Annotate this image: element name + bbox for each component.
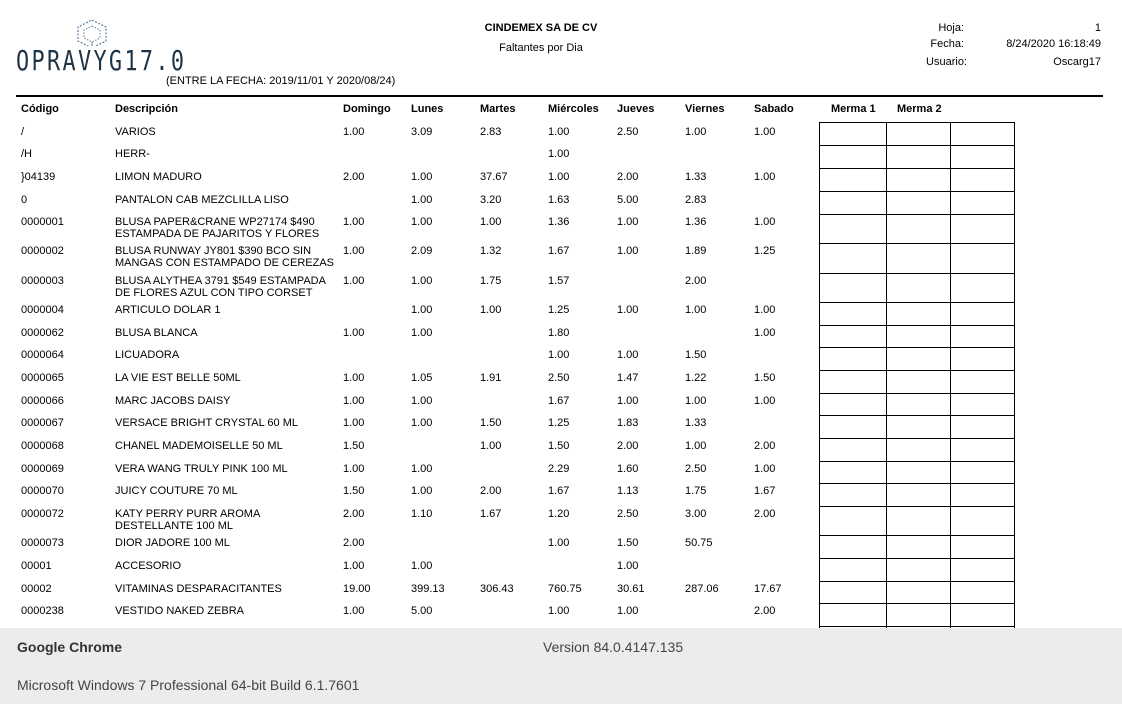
row-value: 1.00 bbox=[411, 485, 433, 497]
merma-box-row bbox=[819, 191, 1015, 215]
row-value: 1.00 bbox=[480, 304, 502, 316]
hoja-value: 1 bbox=[1094, 22, 1101, 34]
row-value: 2.00 bbox=[754, 508, 776, 520]
row-value: 2.00 bbox=[685, 275, 707, 287]
row-value: 1.22 bbox=[685, 372, 707, 384]
row-code: 0000062 bbox=[21, 327, 64, 339]
merma-box-row bbox=[819, 535, 1015, 559]
row-code: 00002 bbox=[21, 583, 52, 595]
row-value: 1.00 bbox=[685, 126, 707, 138]
row-code: 0000003 bbox=[21, 275, 64, 287]
row-value: 1.67 bbox=[548, 485, 570, 497]
row-value: 1.00 bbox=[480, 216, 502, 228]
row-value: 1.10 bbox=[411, 508, 433, 520]
row-value: 1.00 bbox=[411, 560, 433, 572]
col-merma-1: Merma 1 bbox=[831, 103, 876, 115]
row-value: 2.00 bbox=[343, 171, 365, 183]
row-value: 1.00 bbox=[343, 463, 365, 475]
row-value: 1.57 bbox=[548, 275, 570, 287]
row-value: 2.83 bbox=[685, 194, 707, 206]
row-value: 1.67 bbox=[754, 485, 776, 497]
row-value: 1.00 bbox=[617, 304, 639, 316]
row-description: BLUSA ALYTHEA 3791 $549 ESTAMPADA DE FLORES AZUL CON TIPO CORSET bbox=[115, 275, 326, 299]
merma-box-row bbox=[819, 145, 1015, 169]
row-value: 1.00 bbox=[617, 349, 639, 361]
row-value: 1.00 bbox=[411, 171, 433, 183]
col-martes: Martes bbox=[480, 103, 516, 115]
row-value: 1.00 bbox=[411, 463, 433, 475]
row-value: 1.00 bbox=[617, 560, 639, 572]
footer-os-info: Microsoft Windows 7 Professional 64-bit Build 6.1.7601 bbox=[17, 677, 360, 693]
row-description: CHANEL MADEMOISELLE 50 ML bbox=[115, 440, 283, 452]
row-value: 1.00 bbox=[617, 216, 639, 228]
row-code: 0000001 bbox=[21, 216, 64, 228]
row-value: 1.60 bbox=[617, 463, 639, 475]
row-value: 19.00 bbox=[343, 583, 371, 595]
row-description: VARIOS bbox=[115, 126, 156, 138]
merma-box-row bbox=[819, 347, 1015, 371]
row-value: 2.00 bbox=[480, 485, 502, 497]
col-miercoles: Miércoles bbox=[548, 103, 599, 115]
row-description: HERR- bbox=[115, 148, 150, 160]
merma-box-row bbox=[819, 438, 1015, 462]
row-value: 1.00 bbox=[685, 440, 707, 452]
row-code: }04139 bbox=[21, 171, 56, 183]
merma-box-row bbox=[819, 393, 1015, 416]
row-description: LA VIE EST BELLE 50ML bbox=[115, 372, 241, 384]
merma-box-row bbox=[819, 122, 1015, 146]
row-value: 1.50 bbox=[343, 440, 365, 452]
row-value: 1.50 bbox=[480, 417, 502, 429]
col-domingo: Domingo bbox=[343, 103, 391, 115]
merma-box-row bbox=[819, 214, 1015, 244]
row-value: 1.00 bbox=[343, 327, 365, 339]
row-description: VESTIDO NAKED ZEBRA bbox=[115, 605, 244, 617]
row-code: 0000002 bbox=[21, 245, 64, 257]
row-value: 1.50 bbox=[343, 485, 365, 497]
row-value: 50.75 bbox=[685, 537, 713, 549]
row-value: 1.00 bbox=[411, 327, 433, 339]
row-description: JUICY COUTURE 70 ML bbox=[115, 485, 238, 497]
merma-box-row bbox=[819, 461, 1015, 484]
row-description: ARTICULO DOLAR 1 bbox=[115, 304, 221, 316]
hexagon-logo-icon bbox=[72, 18, 112, 46]
row-value: 1.50 bbox=[685, 349, 707, 361]
row-value: 1.00 bbox=[411, 304, 433, 316]
row-value: 1.00 bbox=[548, 605, 570, 617]
row-value: 3.20 bbox=[480, 194, 502, 206]
row-value: 1.00 bbox=[617, 245, 639, 257]
merma-box-row bbox=[819, 243, 1015, 274]
row-value: 1.13 bbox=[617, 485, 639, 497]
row-value: 1.00 bbox=[343, 245, 365, 257]
fecha-label: Fecha: bbox=[930, 38, 964, 50]
row-value: 3.00 bbox=[685, 508, 707, 520]
row-value: 1.00 bbox=[754, 126, 776, 138]
row-code: 0000238 bbox=[21, 605, 64, 617]
row-description: ACCESORIO bbox=[115, 560, 182, 572]
row-value: 1.36 bbox=[685, 216, 707, 228]
report-title: Faltantes por Dia bbox=[499, 42, 583, 54]
row-value: 1.00 bbox=[343, 605, 365, 617]
row-value: 1.00 bbox=[411, 216, 433, 228]
row-value: 17.67 bbox=[754, 583, 782, 595]
row-code: 00001 bbox=[21, 560, 52, 572]
row-value: 1.00 bbox=[411, 417, 433, 429]
row-value: 2.00 bbox=[617, 440, 639, 452]
row-value: 2.00 bbox=[343, 537, 365, 549]
row-value: 30.61 bbox=[617, 583, 645, 595]
row-value: 1.50 bbox=[754, 372, 776, 384]
merma-box-row bbox=[819, 273, 1015, 303]
row-value: 1.33 bbox=[685, 417, 707, 429]
row-code: 0000068 bbox=[21, 440, 64, 452]
col-lunes: Lunes bbox=[411, 103, 444, 115]
row-description: LICUADORA bbox=[115, 349, 180, 361]
row-value: 2.50 bbox=[548, 372, 570, 384]
header-rule bbox=[16, 95, 1103, 97]
row-code: 0000073 bbox=[21, 537, 64, 549]
usuario-label: Usuario: bbox=[926, 56, 967, 68]
row-description: BLUSA RUNWAY JY801 $390 BCO SIN MANGAS CON ESTAMPADO DE CEREZAS bbox=[115, 245, 335, 269]
merma-box-row bbox=[819, 302, 1015, 326]
row-value: 1.00 bbox=[343, 372, 365, 384]
row-value: 1.32 bbox=[480, 245, 502, 257]
row-value: 1.00 bbox=[343, 126, 365, 138]
row-code: 0000070 bbox=[21, 485, 64, 497]
company-logo bbox=[16, 18, 187, 80]
row-value: 2.00 bbox=[617, 171, 639, 183]
merma-box-row bbox=[819, 558, 1015, 582]
row-description: BLUSA PAPER&CRANE WP27174 $490 ESTAMPADA DE PAJARITOS Y FLORES bbox=[115, 216, 320, 240]
row-value: 1.00 bbox=[343, 275, 365, 287]
row-value: 1.75 bbox=[685, 485, 707, 497]
row-value: 1.00 bbox=[754, 395, 776, 407]
row-value: 1.00 bbox=[548, 148, 570, 160]
row-value: 2.00 bbox=[754, 605, 776, 617]
merma-box-row bbox=[819, 415, 1015, 439]
row-value: 1.00 bbox=[411, 194, 433, 206]
row-value: 1.75 bbox=[480, 275, 502, 287]
row-value: 1.00 bbox=[343, 417, 365, 429]
row-value: 2.50 bbox=[617, 126, 639, 138]
row-value: 5.00 bbox=[411, 605, 433, 617]
row-value: 1.80 bbox=[548, 327, 570, 339]
merma-box-row bbox=[819, 581, 1015, 604]
merma-box-row bbox=[819, 370, 1015, 394]
row-value: 1.25 bbox=[754, 245, 776, 257]
footer-browser-version: Version 84.0.4147.135 bbox=[543, 639, 684, 655]
row-value: 1.00 bbox=[548, 537, 570, 549]
row-value: 1.00 bbox=[754, 304, 776, 316]
row-value: 1.00 bbox=[480, 440, 502, 452]
col-jueves: Jueves bbox=[617, 103, 655, 115]
row-value: 1.47 bbox=[617, 372, 639, 384]
row-description: LIMON MADURO bbox=[115, 171, 202, 183]
row-value: 1.50 bbox=[617, 537, 639, 549]
row-code: 0000067 bbox=[21, 417, 64, 429]
row-value: 2.50 bbox=[617, 508, 639, 520]
row-value: 1.00 bbox=[754, 327, 776, 339]
col-merma-2: Merma 2 bbox=[897, 103, 942, 115]
col-codigo: Código bbox=[21, 103, 59, 115]
row-value: 2.00 bbox=[754, 440, 776, 452]
row-value: 1.00 bbox=[343, 216, 365, 228]
row-value: 760.75 bbox=[548, 583, 582, 595]
row-value: 1.67 bbox=[548, 245, 570, 257]
row-code: /H bbox=[21, 148, 32, 160]
row-value: 1.00 bbox=[617, 605, 639, 617]
hoja-label: Hoja: bbox=[938, 22, 964, 34]
col-descripcion: Descripción bbox=[115, 103, 178, 115]
col-sabado: Sabado bbox=[754, 103, 794, 115]
footer-browser-name: Google Chrome bbox=[17, 639, 123, 655]
row-value: 1.00 bbox=[548, 171, 570, 183]
row-value: 1.00 bbox=[754, 171, 776, 183]
row-code: / bbox=[21, 126, 25, 138]
col-viernes: Viernes bbox=[685, 103, 725, 115]
row-value: 1.83 bbox=[617, 417, 639, 429]
row-value: 1.67 bbox=[548, 395, 570, 407]
row-value: 2.50 bbox=[685, 463, 707, 475]
row-value: 1.89 bbox=[685, 245, 707, 257]
row-description: KATY PERRY PURR AROMA DESTELLANTE 100 ML bbox=[115, 508, 260, 532]
row-code: 0000066 bbox=[21, 395, 64, 407]
merma-box-row bbox=[819, 325, 1015, 348]
merma-box-row bbox=[819, 483, 1015, 507]
row-value: 1.20 bbox=[548, 508, 570, 520]
merma-grid bbox=[819, 122, 1015, 628]
row-value: 1.00 bbox=[411, 275, 433, 287]
row-value: 1.00 bbox=[754, 463, 776, 475]
row-value: 1.05 bbox=[411, 372, 433, 384]
row-code: 0000072 bbox=[21, 508, 64, 520]
row-value: 1.00 bbox=[754, 216, 776, 228]
logo-text: OPRAVYG17.0 bbox=[16, 44, 187, 77]
row-description: VITAMINAS DESPARACITANTES bbox=[115, 583, 282, 595]
row-value: 1.25 bbox=[548, 304, 570, 316]
row-value: 287.06 bbox=[685, 583, 719, 595]
row-value: 1.91 bbox=[480, 372, 502, 384]
merma-box-row bbox=[819, 168, 1015, 192]
row-value: 1.00 bbox=[548, 349, 570, 361]
row-description: BLUSA BLANCA bbox=[115, 327, 198, 339]
row-value: 1.00 bbox=[617, 395, 639, 407]
row-value: 1.36 bbox=[548, 216, 570, 228]
row-value: 2.29 bbox=[548, 463, 570, 475]
row-value: 1.00 bbox=[685, 304, 707, 316]
row-description: DIOR JADORE 100 ML bbox=[115, 537, 230, 549]
row-code: 0000064 bbox=[21, 349, 64, 361]
row-value: 2.09 bbox=[411, 245, 433, 257]
row-value: 37.67 bbox=[480, 171, 508, 183]
row-code: 0000065 bbox=[21, 372, 64, 384]
row-value: 2.00 bbox=[343, 508, 365, 520]
row-value: 5.00 bbox=[617, 194, 639, 206]
row-description: MARC JACOBS DAISY bbox=[115, 395, 231, 407]
row-description: VERA WANG TRULY PINK 100 ML bbox=[115, 463, 288, 475]
row-value: 1.00 bbox=[343, 560, 365, 572]
row-code: 0000069 bbox=[21, 463, 64, 475]
row-code: 0000004 bbox=[21, 304, 64, 316]
row-value: 306.43 bbox=[480, 583, 514, 595]
merma-box-row bbox=[819, 506, 1015, 536]
row-code: 0 bbox=[21, 194, 28, 206]
row-value: 1.67 bbox=[480, 508, 502, 520]
row-value: 1.00 bbox=[548, 126, 570, 138]
row-description: PANTALON CAB MEZCLILLA LISO bbox=[115, 194, 289, 206]
row-description: VERSACE BRIGHT CRYSTAL 60 ML bbox=[115, 417, 298, 429]
fecha-value: 8/24/2020 16:18:49 bbox=[1006, 38, 1101, 50]
row-value: 1.00 bbox=[343, 395, 365, 407]
row-value: 1.25 bbox=[548, 417, 570, 429]
row-value: 1.63 bbox=[548, 194, 570, 206]
row-value: 1.50 bbox=[548, 440, 570, 452]
row-value: 2.83 bbox=[480, 126, 502, 138]
usuario-value: Oscarg17 bbox=[1053, 56, 1101, 68]
row-value: 1.33 bbox=[685, 171, 707, 183]
date-range: (ENTRE LA FECHA: 2019/11/01 Y 2020/08/24) bbox=[166, 75, 396, 87]
row-value: 3.09 bbox=[411, 126, 433, 138]
row-value: 1.00 bbox=[685, 395, 707, 407]
row-value: 1.00 bbox=[411, 395, 433, 407]
merma-box-row bbox=[819, 603, 1015, 627]
company-name: CINDEMEX SA DE CV bbox=[484, 22, 598, 34]
row-value: 399.13 bbox=[411, 583, 445, 595]
